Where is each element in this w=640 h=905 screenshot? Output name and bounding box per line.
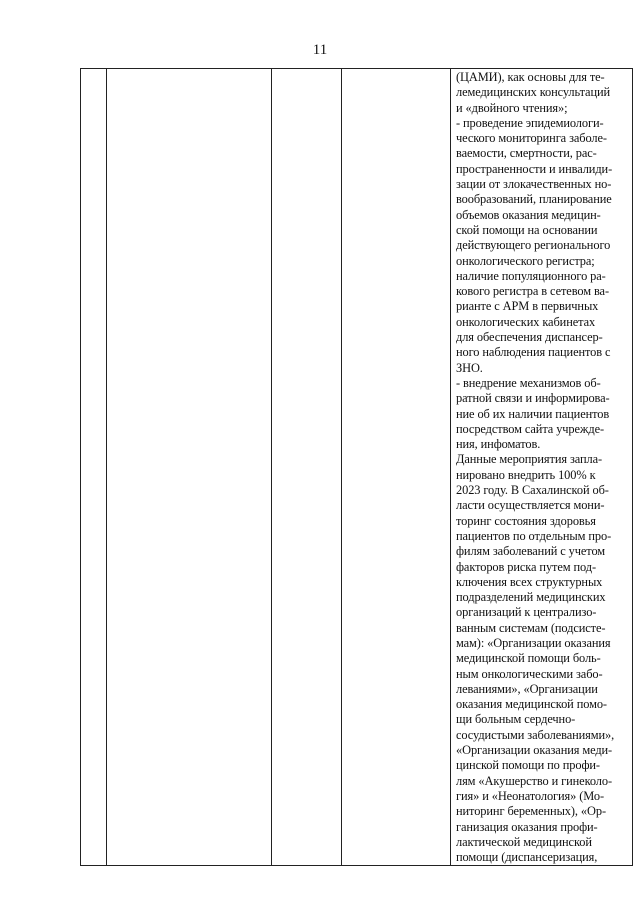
- description-line: филям заболеваний с учетом: [456, 544, 606, 559]
- description-line: щи больным сердечно-: [456, 712, 576, 727]
- content-table: [80, 68, 633, 866]
- description-line: ключения всех структурных: [456, 574, 603, 589]
- description-line: онкологических кабинетах: [456, 314, 596, 329]
- description-line: ного наблюдения пациентов с: [456, 345, 611, 360]
- description-line: ческого мониторинга заболе-: [456, 131, 607, 146]
- description-line: лактической медицинской: [456, 834, 592, 849]
- description-line: ниторинг беременных), «Ор-: [456, 804, 606, 819]
- description-line: лям «Акушерство и гинеколо-: [456, 773, 613, 788]
- description-line: ласти осуществляется мони-: [456, 498, 605, 513]
- description-line: пространенности и инвалиди-: [456, 161, 613, 176]
- description-line: мам): «Организации оказания: [456, 635, 611, 650]
- description-line: наличие популяционного ра-: [456, 268, 606, 283]
- description-line: леваниями», «Организации: [456, 681, 598, 696]
- description-line: рианте с АРМ в первичных: [456, 299, 599, 314]
- description-line: ным онкологическими забо-: [456, 666, 603, 681]
- description-line: для обеспечения диспансер-: [456, 330, 603, 345]
- description-line: ЗНО.: [456, 360, 483, 375]
- table-cell-number: [81, 69, 107, 866]
- description-line: зации от злокачественных но-: [456, 177, 612, 192]
- description-line: ние об их наличии пациентов: [456, 406, 610, 421]
- description-line: ваемости, смертности, рас-: [456, 146, 597, 161]
- description-line: организаций к централизо-: [456, 605, 597, 620]
- description-line: пациентов по отдельным про-: [456, 528, 612, 543]
- description-line: - внедрение механизмов об-: [456, 375, 601, 390]
- description-line: объемов оказания медицин-: [456, 207, 601, 222]
- table-cell-name: [107, 69, 272, 866]
- description-line: торинг состояния здоровья: [456, 513, 596, 528]
- description-line: лемедицинских консультаций: [456, 85, 611, 100]
- description-line: помощи (диспансеризация,: [456, 850, 598, 865]
- description-line: цинской помощи по профи-: [456, 758, 600, 773]
- description-line: - проведение эпидемиологи-: [456, 115, 604, 130]
- description-line: вообразований, планирование: [456, 192, 612, 207]
- description-line: ской помощи на основании: [456, 222, 598, 237]
- description-line: «Организации оказания меди-: [456, 743, 613, 758]
- description-line: и «двойного чтения»;: [456, 100, 568, 115]
- description-line: подразделений медицинских: [456, 590, 606, 605]
- table-cell-description: [451, 69, 633, 866]
- description-line: ратной связи и информирова-: [456, 391, 610, 406]
- description-line: посредством сайта учрежде-: [456, 421, 605, 436]
- table-cell-empty-2: [342, 69, 451, 866]
- description-line: ганизация оказания профи-: [456, 819, 598, 834]
- description-line: ния, инфоматов.: [456, 437, 541, 452]
- description-line: нировано внедрить 100% к: [456, 467, 596, 482]
- description-line: оказания медицинской помо-: [456, 697, 607, 712]
- description-line: Данные мероприятия запла-: [456, 452, 603, 467]
- description-line: ванным системам (подсисте-: [456, 620, 606, 635]
- description-line: действующего регионального: [456, 238, 611, 253]
- description-line: медицинской помощи боль-: [456, 651, 601, 666]
- table-row: [81, 69, 633, 866]
- description-line: гия» и «Неонатология» (Мо-: [456, 788, 605, 803]
- description-line: факторов риска путем под-: [456, 559, 597, 574]
- description-line: сосудистыми заболеваниями»,: [456, 727, 615, 742]
- table-cell-empty-1: [272, 69, 342, 866]
- description-line: 2023 году. В Сахалинской об-: [456, 483, 609, 498]
- page-number: 11: [312, 42, 328, 58]
- description-line: кового регистра в сетевом ва-: [456, 284, 609, 299]
- description-text: [451, 69, 632, 865]
- description-line: онкологического регистра;: [456, 253, 595, 268]
- description-line: (ЦАМИ), как основы для те-: [456, 70, 605, 84]
